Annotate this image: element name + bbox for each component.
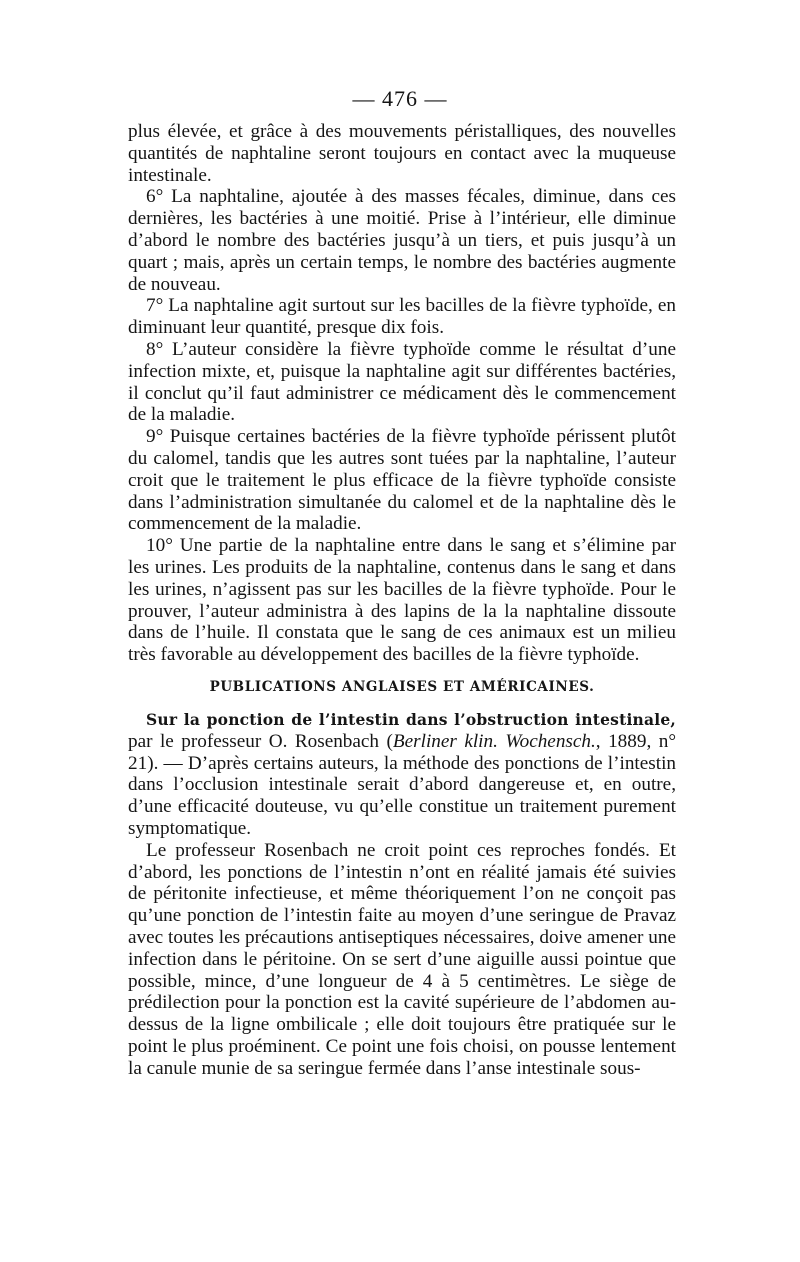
page-number: — 476 — (352, 86, 448, 111)
paragraph-point-6: 6° La naphtaline, ajoutée à des masses fécales, diminue, dans ces dernières, les bactéries à une moitié. Prise à l’intérieur, elle diminue d’abord le nombre des bactéries jusqu’à un tiers, et puis jusqu’à un quart ; mais, après un certain temps, le nombre des bactéries augmente de nouveau. (128, 186, 676, 295)
article-author: par le professeur O. Rosenbach ( (128, 730, 393, 752)
article-intro-text: , 1889, n° 21). — D’après certains auteurs, la méthode des ponctions de l’intestin dans l’occlusion intestinale serait d’abord dangereuse et, en outre, d’une efficacité douteuse, vu qu’elle constitue un traitement purement symptomatique. (128, 730, 676, 839)
article-intro-paragraph (128, 709, 676, 840)
section-heading: PUBLICATIONS ANGLAISES ET AMÉRICAINES. (209, 679, 595, 695)
paragraph-point-9: 9° Puisque certaines bactéries de la fièvre typhoïde périssent plutôt du calomel, tandis que les autres sont tuées par la naphtaline, l’auteur croit que le traitement le plus efficace de la fièvre typhoïde consiste dans l’administration simultanée du calomel et de la naphtaline dès le commencement de la maladie. (128, 426, 676, 535)
paragraph-point-8: 8° L’auteur considère la fièvre typhoïde comme le résultat d’une infection mixte, et, puisque la naphtaline agit sur différentes bactéries, il conclut qu’il faut administrer ce médicament dès le commencement de la maladie. (128, 338, 676, 426)
paragraph-point-10: 10° Une partie de la naphtaline entre dans le sang et s’élimine par les urines. Les produits de la naphtaline, contenus dans le sang et dans les urines, n’agissent pas sur les bacilles de la fièvre typhoïde. Pour le prouver, l’auteur administra à des lapins de la la naphtaline dissoute dans de l’huile. Il constata que le sang de ces animaux est un milieu très favorable au développement des bacilles de la fièvre typhoïde. (128, 535, 676, 666)
body-text-block (128, 121, 676, 666)
journal-citation: Berliner klin. Wochensch. (392, 730, 596, 752)
article-text-block (128, 709, 676, 1080)
article-title: Sur la ponction de l’intestin dans l’obstruction intestinale, (146, 710, 676, 729)
paragraph-continuation: plus élevée, et grâce à des mouvements péristalliques, des nouvelles quantités de naphtaline seront toujours en contact avec la muqueuse intestinale. (128, 121, 676, 186)
article-paragraph-2: Le professeur Rosenbach ne croit point ces reproches fondés. Et d’abord, les ponctions de l’intestin n’ont en réalité jamais été suivies de péritonite infectieuse, et même théoriquement l’on ne conçoit pas qu’une ponction de l’intestin faite au moyen d’une seringue de Pravaz avec toutes les précautions antiseptiques nécessaires, doive amener une infection dans le péritoine. On se sert d’une aiguille aussi pointue que possible, mince, d’une longueur de 4 à 5 centimètres. Le siège de prédilection pour la ponction est la cavité supérieure de l’abdomen au-dessus de la ligne ombilicale ; elle doit toujours être pratiquée sur le point le plus proéminent. Ce point une fois choisi, on pousse lentement la canule munie de sa seringue fermée dans l’anse intestinale sous- (128, 839, 676, 1079)
paragraph-point-7: 7° La naphtaline agit surtout sur les bacilles de la fièvre typhoïde, en diminuant leur quantité, presque dix fois. (128, 295, 676, 339)
